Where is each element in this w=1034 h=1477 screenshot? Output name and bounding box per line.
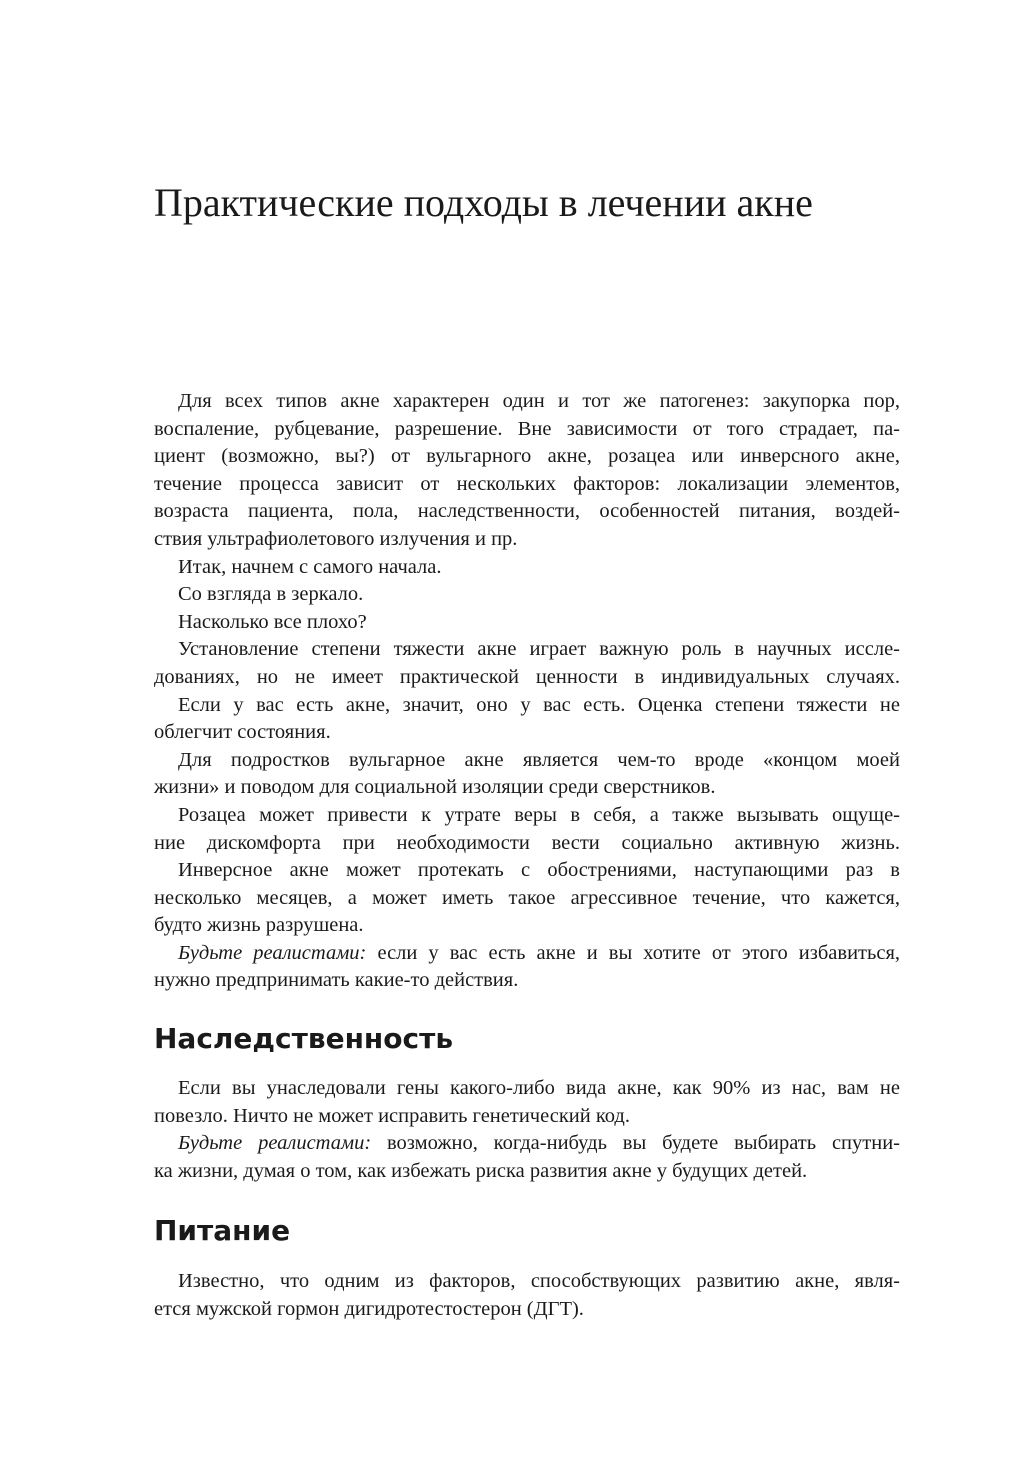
text-line: жизни» и поводом для социальной изоляции среди сверстников.: [154, 776, 716, 799]
emphasis-text: Будьте реалистами:: [178, 941, 367, 964]
text-span: если у вас есть акне и вы хотите от этого избавиться,: [377, 941, 900, 964]
text-line: Инверсное акне может протекать с обострениями, наступающими раз в: [178, 859, 900, 882]
text-line: дованиях, но не имеет практической ценности в индивидуальных случаях.: [154, 665, 900, 688]
text-line: циент (возможно, вы?) от вульгарного акне, розацеа или инверсного акне,: [154, 445, 900, 468]
text-line: ка жизни, думая о том, как избежать риска развития акне у будущих детей.: [154, 1159, 808, 1182]
text-line: Для подростков вульгарное акне является чем-то вроде «концом моей: [178, 748, 900, 771]
text-line: Известно, что одним из факторов, способствующих развитию акне, явля-: [178, 1270, 900, 1292]
text-line: Для всех типов акне характерен один и тот же патогенез: закупорка пор,: [178, 390, 900, 412]
intro-text: [154, 388, 900, 995]
text-line: Розацеа может привести к утрате веры в себя, а также вызывать ощуще-: [178, 803, 900, 826]
section-heading-heredity: Наследственность: [154, 1022, 454, 1055]
heredity-text: [154, 1075, 900, 1185]
text-line: возраста пациента, пола, наследственности, особенностей питания, воздей-: [154, 500, 900, 523]
text-line: [154, 940, 900, 968]
nutrition-text: [154, 1268, 900, 1323]
text-line: Насколько все плохо?: [178, 610, 367, 633]
text-line: Итак, начнем с самого начала.: [178, 555, 442, 578]
text-line: Если у вас есть акне, значит, оно у вас есть. Оценка степени тяжести не: [178, 693, 900, 716]
section-heading-nutrition: Питание: [154, 1214, 291, 1247]
text-line: ется мужской гормон дигидротестостерон (ДГТ).: [154, 1297, 584, 1320]
text-line: Установление степени тяжести акне играет важную роль в научных иссле-: [178, 638, 900, 661]
text-line: [154, 1130, 900, 1158]
text-line: Со взгляда в зеркало.: [178, 583, 364, 606]
text-line: ствия ультрафиолетового излучения и пр.: [154, 527, 518, 550]
text-line: несколько месяцев, а может иметь такое агрессивное течение, что кажется,: [154, 886, 900, 909]
text-line: воспаление, рубцевание, разрешение. Вне зависимости от того страдает, па-: [154, 417, 900, 440]
text-line: нужно предпринимать какие-то действия.: [154, 969, 519, 992]
emphasis-text: Будьте реалистами:: [178, 1132, 372, 1155]
text-span: возможно, когда-нибудь вы будете выбирать спутни-: [371, 1132, 901, 1155]
text-line: будто жизнь разрушена.: [154, 914, 364, 937]
text-line: ние дискомфорта при необходимости вести социально активную жизнь.: [154, 831, 900, 854]
text-line: течение процесса зависит от нескольких факторов: локализации элементов,: [154, 472, 900, 495]
text-line: повезло. Ничто не может исправить генетический код.: [154, 1104, 630, 1127]
chapter-title: Практические подходы в лечении акне: [154, 180, 813, 225]
text-line: Если вы унаследовали гены какого-либо вида акне, как 90% из нас, вам не: [178, 1077, 900, 1099]
text-line: облегчит состояния.: [154, 721, 331, 744]
